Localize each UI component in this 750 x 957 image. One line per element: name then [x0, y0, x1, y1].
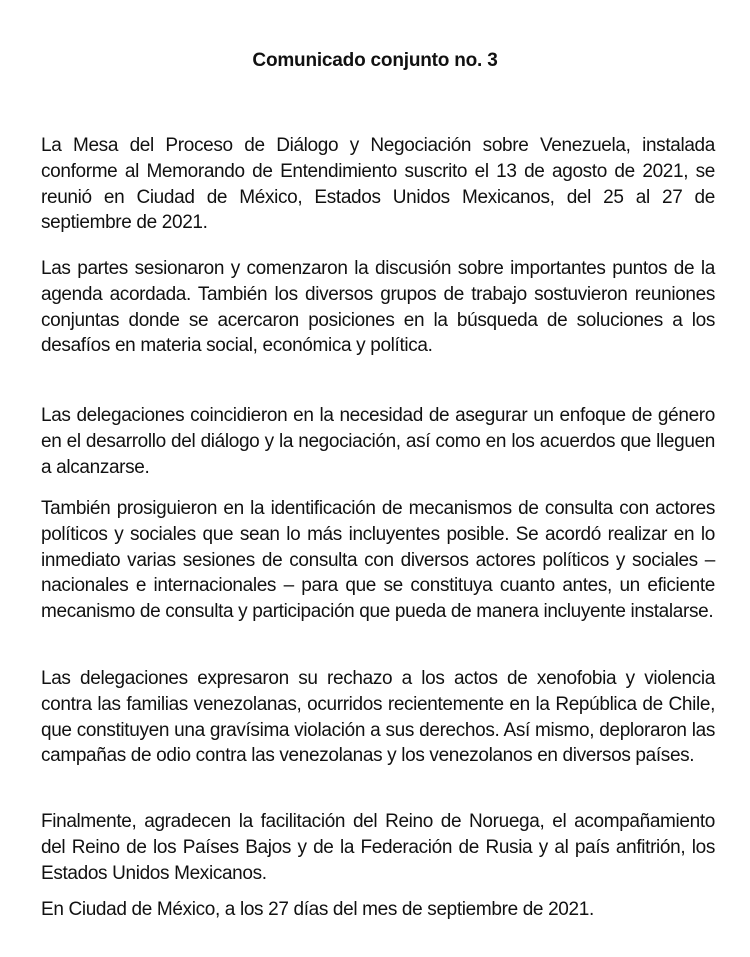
- paragraph-1: La Mesa del Proceso de Diálogo y Negociación sobre Venezuela, instalada conforme al Memorando de Entendimiento suscrito el 13 de agosto de 2021, se reunió en Ciudad de México, Estados Unidos Mexicanos, del 25 al 27 de septiembre de 2021.: [41, 135, 715, 234]
- closing-line: En Ciudad de México, a los 27 días del mes de septiembre de 2021.: [41, 899, 594, 920]
- paragraph-4: También prosiguieron en la identificación de mecanismos de consulta con actores políticos y sociales que sean lo más incluyentes posible. Se acordó realizar en lo inmediato varias sesiones de consulta con diversos actores políticos y sociales – nacionales e internacionales – para que se constituya cuanto antes, un eficiente mecanismo de consulta y participación que pueda de manera incluyente instalarse.: [41, 498, 715, 623]
- document-title: Comunicado conjunto no. 3: [252, 50, 498, 71]
- paragraph-2: Las partes sesionaron y comenzaron la discusión sobre importantes puntos de la agenda acordada. También los diversos grupos de trabajo sostuvieron reuniones conjuntas donde se acercaron posiciones en la búsqueda de soluciones a los desafíos en materia social, económica y política.: [41, 258, 715, 357]
- paragraph-3: Las delegaciones coincidieron en la necesidad de asegurar un enfoque de género en el desarrollo del diálogo y la negociación, así como en los acuerdos que lleguen a alcanzarse.: [41, 405, 715, 478]
- paragraph-6: Finalmente, agradecen la facilitación del Reino de Noruega, el acompañamiento del Reino de los Países Bajos y de la Federación de Rusia y al país anfitrión, los Estados Unidos Mexicanos.: [41, 811, 715, 884]
- paragraph-5: Las delegaciones expresaron su rechazo a los actos de xenofobia y violencia contra las familias venezolanas, ocurridos recientemente en la República de Chile, que constituyen una gravísima violación a sus derechos. Así mismo, deploraron las campañas de odio contra las venezolanas y los venezolanos en diversos países.: [41, 668, 715, 767]
